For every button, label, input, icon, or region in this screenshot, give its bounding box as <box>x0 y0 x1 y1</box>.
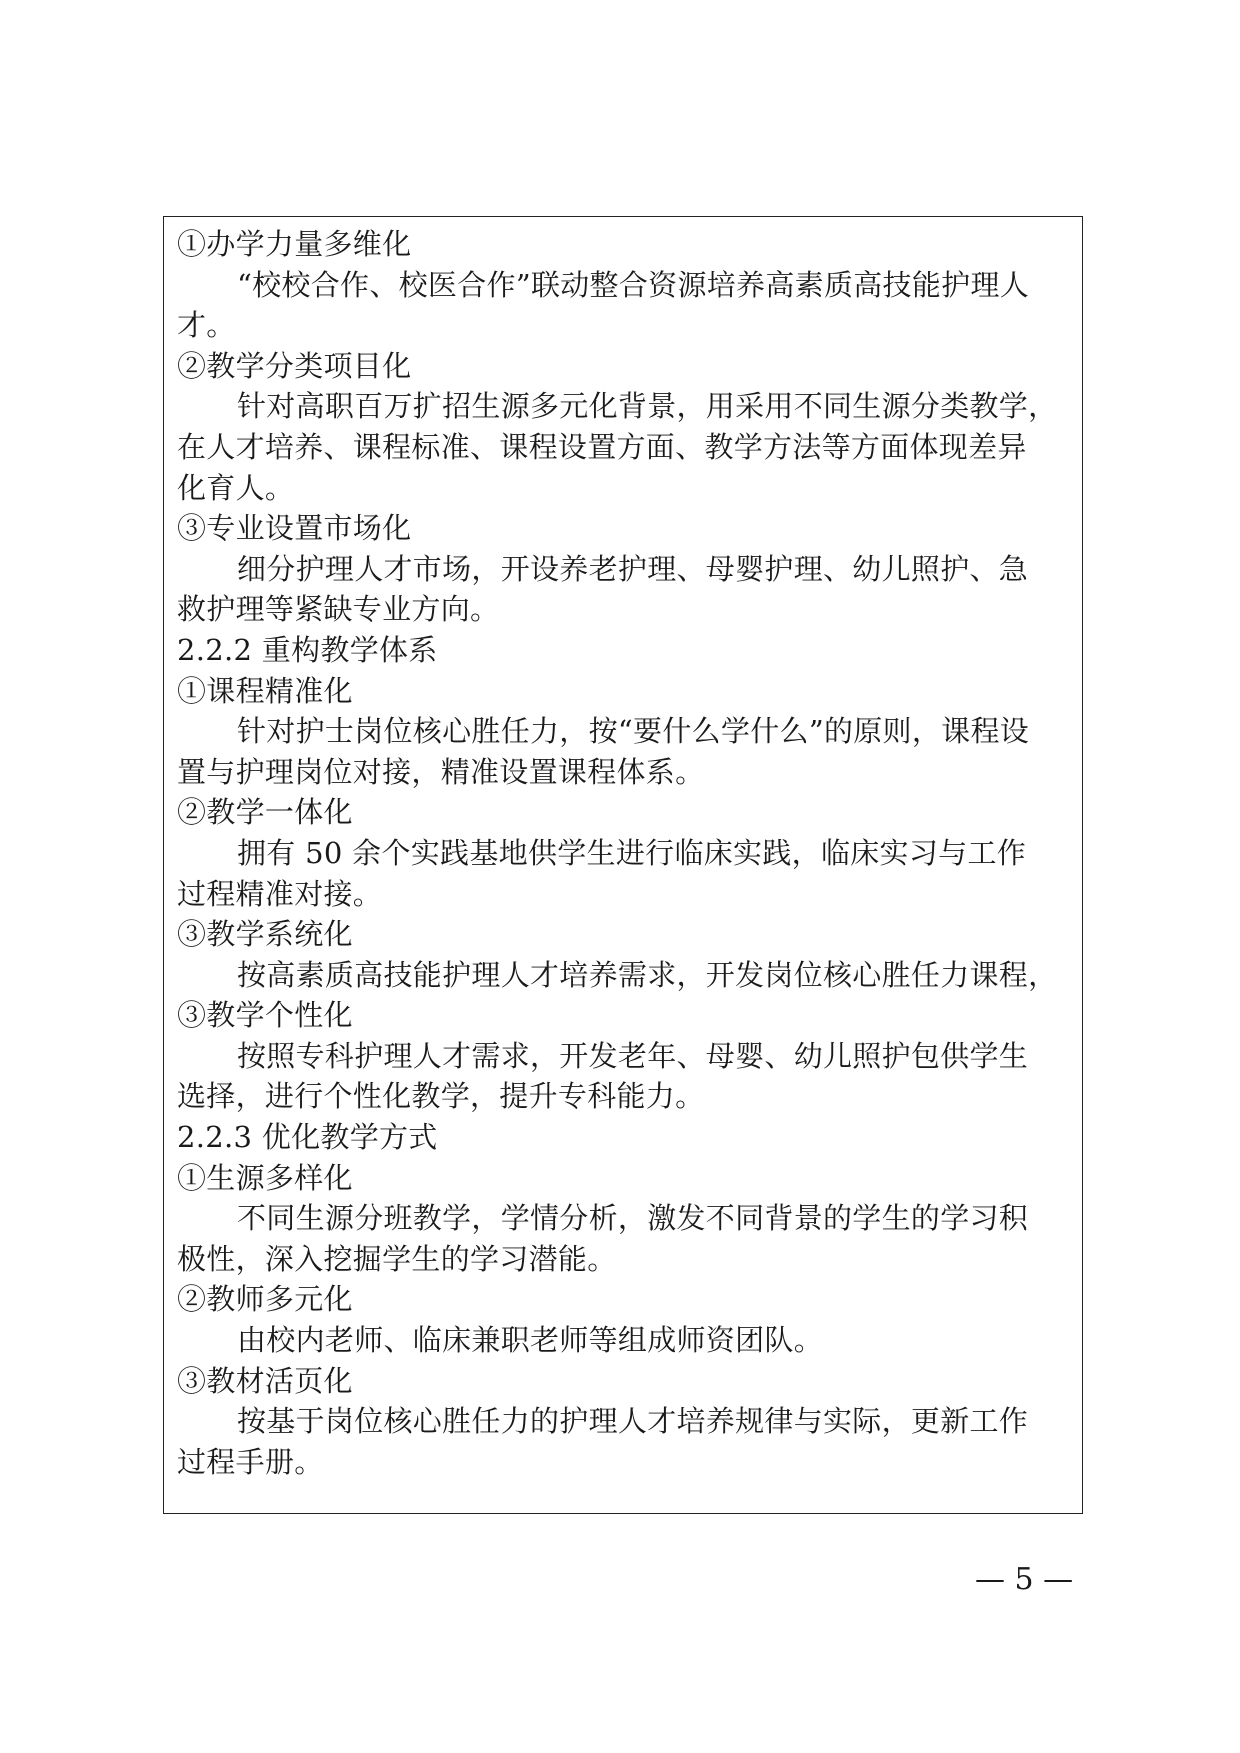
paragraph-line: “校校合作、校医合作”联动整合资源培养高素质高技能护理人 <box>237 267 1030 302</box>
paragraph-line: 由校内老师、临床兼职老师等组成师资团队。 <box>237 1323 824 1358</box>
paragraph-line: 化育人。 <box>177 470 295 505</box>
subheading: ②教学分类项目化 <box>177 348 412 383</box>
paragraph-line: 不同生源分班教学，学情分析，激发不同背景的学生的学习积 <box>237 1201 1029 1236</box>
subheading: ①办学力量多维化 <box>177 227 412 261</box>
paragraph-line: 置与护理岗位对接，精准设置课程体系。 <box>177 754 705 789</box>
paragraph-line: 按照专科护理人才需求，开发老年、母婴、幼儿照护包供学生 <box>237 1038 1029 1073</box>
paragraph-line: 过程精准对接。 <box>177 876 383 911</box>
section-heading: 2.2.2 重构教学体系 <box>177 632 438 667</box>
subheading: ③教学系统化 <box>177 917 353 952</box>
content-frame <box>163 216 1083 1514</box>
paragraph-line: 细分护理人才市场，开设养老护理、母婴护理、幼儿照护、急 <box>237 551 1029 586</box>
paragraph-line: 极性，深入挖掘学生的学习潜能。 <box>177 1241 617 1276</box>
paragraph-line: 救护理等紧缺专业方向。 <box>177 592 500 627</box>
subheading: ③教材活页化 <box>177 1363 353 1398</box>
section-heading: 2.2.3 优化教学方式 <box>177 1120 438 1155</box>
paragraph-line: 选择，进行个性化教学，提升专科能力。 <box>177 1079 705 1114</box>
paragraph-line: 针对护士岗位核心胜任力，按“要什么学什么”的原则，课程设 <box>237 714 1030 749</box>
paragraph-line: 拥有 50 余个实践基地供学生进行临床实践，临床实习与工作 <box>237 835 1027 870</box>
paragraph-line: 才。 <box>177 308 236 343</box>
page-number: — 5 — <box>975 1562 1074 1597</box>
paragraph-line: 按高素质高技能护理人才培养需求，开发岗位核心胜任力课程， <box>237 957 1058 992</box>
subheading: ③专业设置市场化 <box>177 511 412 546</box>
paragraph-line: 按基于岗位核心胜任力的护理人才培养规律与实际，更新工作 <box>237 1404 1029 1439</box>
subheading: ②教学一体化 <box>177 795 353 830</box>
paragraph-line: 在人才培养、课程标准、课程设置方面、教学方法等方面体现差异 <box>177 429 1027 464</box>
subheading: ②教师多元化 <box>177 1282 353 1317</box>
subheading: ③教学个性化 <box>177 998 353 1033</box>
subheading: ①课程精准化 <box>177 673 353 708</box>
paragraph-line: 过程手册。 <box>177 1444 324 1479</box>
subheading: ①生源多样化 <box>177 1160 353 1195</box>
paragraph-line: 针对高职百万扩招生源多元化背景，用采用不同生源分类教学， <box>237 389 1058 424</box>
